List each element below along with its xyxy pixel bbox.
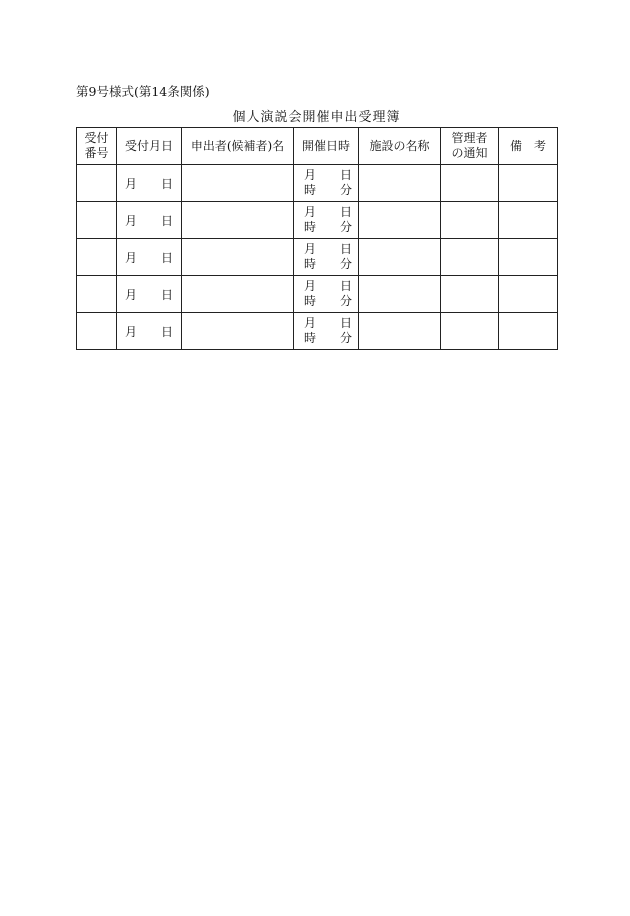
header-receipt-date: 受付月日 — [117, 128, 182, 165]
remarks-cell[interactable] — [499, 313, 558, 350]
event-datetime-cell[interactable] — [294, 165, 359, 202]
remarks-cell[interactable] — [499, 239, 558, 276]
receipt-date-cell[interactable]: 月 日 — [117, 239, 182, 276]
event-datetime-cell[interactable] — [294, 276, 359, 313]
receipt-number-cell[interactable] — [77, 276, 117, 313]
datetime-hour-minute: 時 分 — [303, 257, 352, 271]
datetime-month-day: 月 日 — [303, 316, 352, 330]
datetime-month-day: 月 日 — [303, 279, 352, 293]
manager-notice-cell[interactable] — [441, 202, 499, 239]
table-row — [77, 202, 558, 239]
header-facility: 施設の名称 — [359, 128, 441, 165]
facility-cell[interactable] — [359, 276, 441, 313]
manager-notice-cell[interactable] — [441, 276, 499, 313]
manager-notice-cell[interactable] — [441, 165, 499, 202]
receipt-number-cell[interactable] — [77, 202, 117, 239]
facility-cell[interactable] — [359, 239, 441, 276]
applicant-cell[interactable] — [182, 239, 294, 276]
remarks-cell[interactable] — [499, 276, 558, 313]
header-manager-notice: 管理者 の通知 — [441, 128, 499, 165]
datetime-hour-minute: 時 分 — [303, 331, 352, 345]
header-applicant: 申出者(候補者)名 — [182, 128, 294, 165]
datetime-hour-minute: 時 分 — [303, 220, 352, 234]
facility-cell[interactable] — [359, 165, 441, 202]
facility-cell[interactable] — [359, 202, 441, 239]
event-datetime-cell[interactable] — [294, 202, 359, 239]
header-remarks: 備 考 — [499, 128, 558, 165]
applicant-cell[interactable] — [182, 202, 294, 239]
receipt-date-cell[interactable]: 月 日 — [117, 165, 182, 202]
header-receipt-number: 受付 番号 — [77, 128, 117, 165]
receipt-number-cell[interactable] — [77, 239, 117, 276]
facility-cell[interactable] — [359, 313, 441, 350]
table-row — [77, 239, 558, 276]
datetime-month-day: 月 日 — [303, 242, 352, 256]
manager-notice-cell[interactable] — [441, 313, 499, 350]
receipt-number-cell[interactable] — [77, 313, 117, 350]
event-datetime-cell[interactable] — [294, 239, 359, 276]
datetime-month-day: 月 日 — [303, 168, 352, 182]
datetime-month-day: 月 日 — [303, 205, 352, 219]
receipt-date-cell[interactable]: 月 日 — [117, 276, 182, 313]
manager-notice-cell[interactable] — [441, 239, 499, 276]
table-row — [77, 165, 558, 202]
receipt-register-table — [76, 127, 558, 350]
applicant-cell[interactable] — [182, 165, 294, 202]
applicant-cell[interactable] — [182, 313, 294, 350]
table-row — [77, 276, 558, 313]
applicant-cell[interactable] — [182, 276, 294, 313]
receipt-date-cell[interactable]: 月 日 — [117, 202, 182, 239]
table-row — [77, 313, 558, 350]
receipt-number-cell[interactable] — [77, 165, 117, 202]
register-body — [77, 165, 558, 350]
header-row — [77, 128, 558, 165]
remarks-cell[interactable] — [499, 202, 558, 239]
datetime-hour-minute: 時 分 — [303, 294, 352, 308]
datetime-hour-minute: 時 分 — [303, 183, 352, 197]
remarks-cell[interactable] — [499, 165, 558, 202]
form-number: 第9号様式(第14条関係) — [76, 84, 210, 99]
document-title: 個人演説会開催申出受理簿 — [232, 110, 401, 125]
header-event-datetime: 開催日時 — [294, 128, 359, 165]
event-datetime-cell[interactable] — [294, 313, 359, 350]
receipt-date-cell[interactable]: 月 日 — [117, 313, 182, 350]
